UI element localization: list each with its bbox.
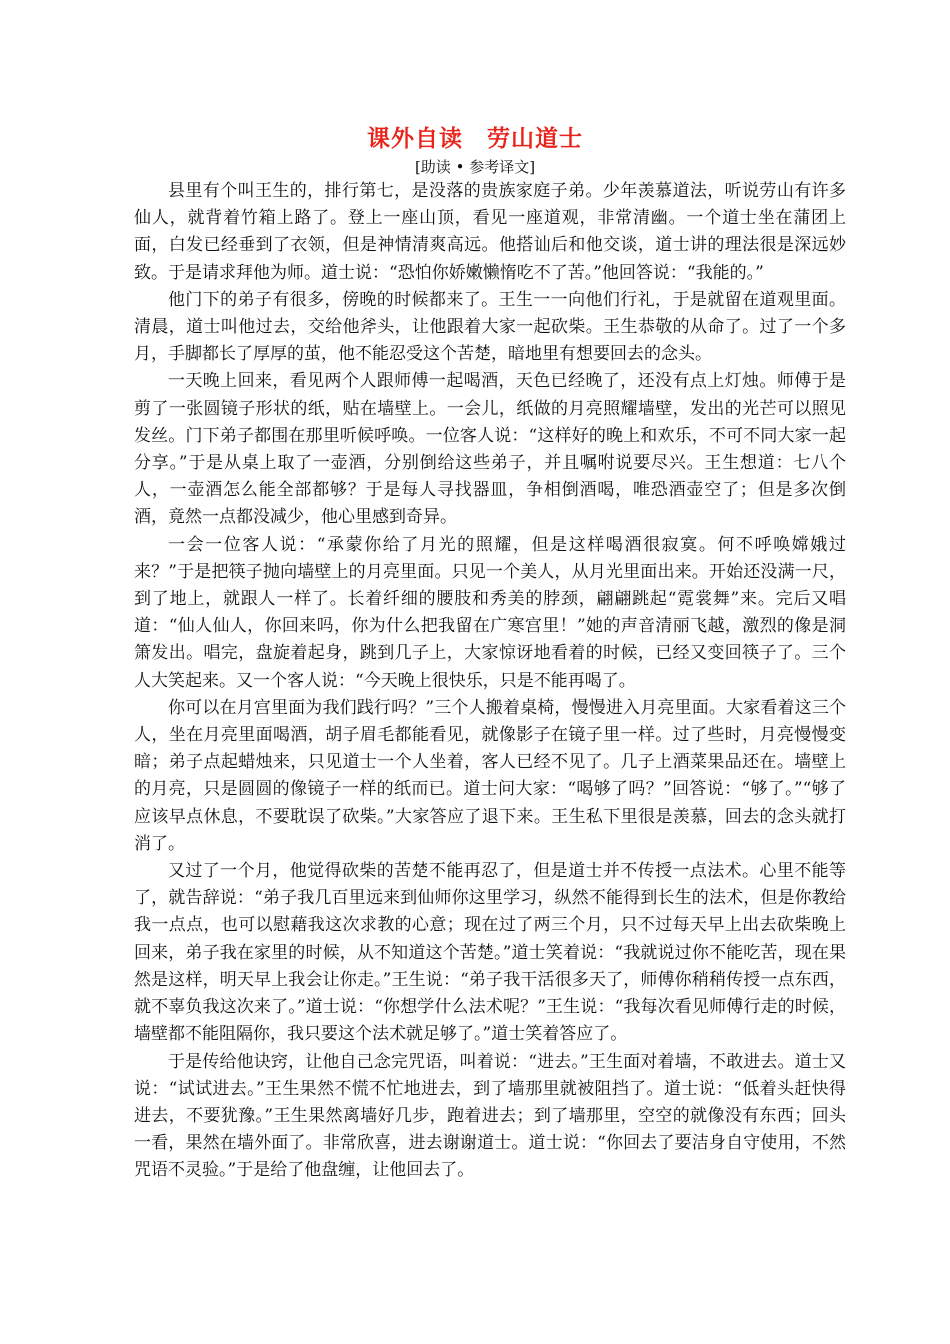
- paragraph: 你可以在月宫里面为我们践行吗？”三个人搬着桌椅，慢慢进入月亮里面。大家看着这三个人，坐在月亮里面喝酒，胡子眉毛都能看见，就像影子在镜子里一样。过了些时，月亮慢慢变暗；弟子点起蜡烛来，只见道士一个人坐着，客人已经不见了。几子上酒菜果品还在。墙壁上的月亮，只是圆圆的像镜子一样的纸而已。道士问大家：“喝够了吗？”回答说：“够了。”“够了应该早点休息，不要耽误了砍柴。”大家答应了退下来。王生私下里很是羡慕，回去的念头就打消了。: [134, 697, 846, 854]
- paragraph: 他门下的弟子有很多，傍晚的时候都来了。王生一一向他们行礼，于是就留在道观里面。清晨，道士叫他过去，交给他斧头，让他跟着大家一起砍柴。王生恭敬的从命了。过了一个多月，手脚都长了厚厚的茧，他不能忍受这个苦楚，暗地里有想要回去的念头。: [134, 289, 846, 365]
- paragraph: 一会一位客人说：“承蒙你给了月光的照耀，但是这样喝酒很寂寞。何不呼唤嫦娥过来？”于是把筷子抛向墙壁上的月亮里面。只见一个美人，从月光里面出来。开始还没满一尺，到了地上，就跟人一样了。长着纤细的腰肢和秀美的脖颈，翩翩跳起“霓裳舞”来。完后又唱道：“仙人仙人，你回来吗，你为什么把我留在广寒宫里！”她的声音清丽飞越，激烈的像是洞箫发出。唱完，盘旋着起身，跳到几子上，大家惊讶地看着的时候，已经又变回筷子了。三个人大笑起来。又一个客人说：“今天晚上很快乐，只是不能再喝了。: [134, 534, 846, 691]
- paragraph: 县里有个叫王生的，排行第七，是没落的贵族家庭子弟。少年羡慕道法，听说劳山有许多仙人，就背着竹箱上路了。登上一座山顶，看见一座道观，非常清幽。一个道士坐在蒲团上面，白发已经垂到了衣领，但是神情清爽高远。他搭讪后和他交谈，道士讲的理法很是深远妙致。于是请求拜他为师。道士说：“恐怕你娇嫩懒惰吃不了苦。”他回答说：“我能的。”: [134, 181, 846, 283]
- paragraph: 又过了一个月，他觉得砍柴的苦楚不能再忍了，但是道士并不传授一点法术。心里不能等了，就告辞说：“弟子我几百里远来到仙师你这里学习，纵然不能得到长生的法术，但是你教给我一点点，也可以慰藉我这次求教的心意；现在过了两三个月，只不过每天早上出去砍柴晚上回来，弟子我在家里的时候，从不知道这个苦楚。”道士笑着说：“我就说过你不能吃苦，现在果然是这样，明天早上我会让你走。”王生说：“弟子我干活很多天了，师傅你稍稍传授一点东西，就不辜负我这次来了。”道士说：“你想学什么法术呢？”王生说：“我每次看见师傅行走的时候，墙壁都不能阻隔你，我只要这个法术就足够了。”道士笑着答应了。: [134, 861, 846, 1045]
- paragraph: 于是传给他诀窍，让他自己念完咒语，叫着说：“进去。”王生面对着墙，不敢进去。道士又说：“试试进去。”王生果然不慌不忙地进去，到了墙那里就被阻挡了。道士说：“低着头赶快得进去，不要犹豫。”王生果然离墙好几步，跑着进去；到了墙那里，空空的就像没有东西；回头一看，果然在墙外面了。非常欣喜，进去谢谢道士。道士说：“你回去了要洁身自守使用，不然咒语不灵验。”于是给了他盘缠，让他回去了。: [134, 1051, 846, 1181]
- paragraph: 一天晚上回来，看见两个人跟师傅一起喝酒，天色已经晚了，还没有点上灯烛。师傅于是剪了一张圆镜子形状的纸，贴在墙壁上。一会儿，纸做的月亮照耀墙壁，发出的光芒可以照见发丝。门下弟子都围在那里听候呼唤。一位客人说：“这样好的晚上和欢乐，不可不同大家一起分享。”于是从桌上取了一壶酒，分别倒给这些弟子，并且嘱咐说要尽兴。王生想道：七八个人，一壶酒怎么能全部都够？于是每人寻找器皿，争相倒酒喝，唯恐酒壶空了；但是多次倒酒，竟然一点都没减少，他心里感到奇异。: [134, 371, 846, 528]
- page-subtitle: [助读 • 参考译文]: [414, 158, 536, 176]
- article-body: [134, 178, 846, 1185]
- page-title: 课外自读 劳山道士: [367, 126, 583, 152]
